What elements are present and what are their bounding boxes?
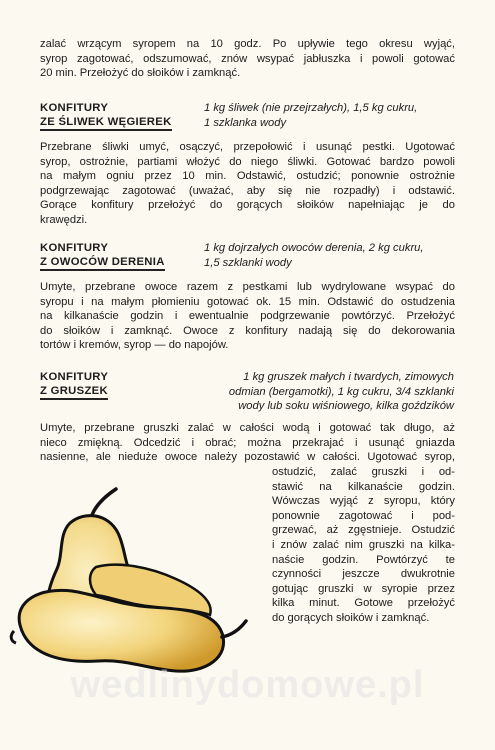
- recipe-title-line1: KONFITURY: [40, 371, 109, 383]
- body-line: syropu i na małym płomieniu gotować ok. 15 min. Odstawić do ostudzenia: [40, 295, 455, 308]
- recipe-title: [40, 370, 108, 400]
- body-line: naście godzin. Powtórzyć te: [272, 553, 455, 566]
- ingredient-line: 1 kg gruszek małych i twardych, zimowych: [243, 371, 454, 383]
- intro-line: syrop zagotować, odszumować, znów wsypać jabłuszka i powoli gotować: [40, 52, 455, 65]
- recipe-title: [40, 241, 165, 271]
- intro-line: 20 min. Przełożyć do słoików i zamknąć.: [40, 67, 241, 80]
- intro-line: zalać wrzącym syropem na 10 godz. Po upływie tego okresu wyjąć,: [40, 38, 455, 50]
- body-line: gotując gruszki w syropie przez: [272, 582, 455, 595]
- ingredient-line: 1 kg dojrzałych owoców derenia, 2 kg cukru,: [204, 242, 424, 254]
- body-line: Umyte, przebrane owoce razem z pestkami lub wydrylowane wsypać do: [40, 281, 455, 293]
- recipe-title-line1: KONFITURY: [40, 102, 109, 114]
- body-line: kilka minut. Gotowe przełożyć: [272, 597, 455, 610]
- body-line: podgrzewając zagotować (uważać, aby się nie rozpadły) i odstawić.: [40, 184, 455, 197]
- body-line: na kilkanaście godzin i ewentualnie podgrzewanie powtórzyć. Przełożyć: [40, 310, 455, 323]
- body-line: Wówczas wyjąć z syropu, który: [272, 495, 455, 508]
- intro-paragraph: [40, 37, 455, 81]
- pears-illustration-svg: [0, 475, 260, 685]
- ingredient-line: 1 szklanka wody: [204, 116, 287, 129]
- body-line: Przebrane śliwki umyć, osączyć, przepołowić i usunąć pestki. Ugotować: [40, 141, 455, 153]
- ingredient-line: wody lub soku wiśniowego, kilka goździków: [238, 400, 454, 413]
- body-line: syrop, ostrożnie, partiami włożyć do niego śliwki. Gotować bardzo powoli: [40, 155, 455, 168]
- body-line: stawić na kilkanaście godzin.: [272, 480, 455, 493]
- recipe-body-column: [272, 465, 455, 626]
- recipe-title-line2: Z GRUSZEK: [40, 384, 108, 400]
- recipe-body: [40, 421, 455, 465]
- pears-illustration: [0, 475, 260, 685]
- recipe-ingredients: [204, 241, 454, 270]
- recipe-title-line1: KONFITURY: [40, 242, 109, 254]
- watermark: wedlinydomowe.pl: [70, 664, 425, 706]
- body-line: do słoików i zamknąć. Owoce z konfitury nadają się do dekorowania: [40, 324, 455, 337]
- body-line: Umyte, przebrane gruszki zalać w całości wodą i gotować tak długo, aż: [40, 422, 455, 434]
- body-line: krawędzi.: [40, 213, 88, 226]
- ingredient-line: 1 kg śliwek (nie przejrzałych), 1,5 kg cukru,: [204, 102, 418, 114]
- recipe-ingredients: [202, 370, 454, 414]
- body-line: ponownie zagotować i pod-: [272, 509, 455, 522]
- recipe-title-line2: ZE ŚLIWEK WĘGIEREK: [40, 115, 172, 131]
- recipe-title-line2: Z OWOCÓW DERENIA: [40, 255, 165, 271]
- body-line: na małym ogniu przez 10 min. Odstawić, ostudzić; ponownie ostrożnie: [40, 170, 455, 183]
- body-line: czynności jeszcze dwukrotnie: [272, 568, 455, 581]
- body-line: nasienne, ale nieduże owoce należy pozostawić w całości. Ugotować syrop,: [40, 451, 455, 464]
- body-line: nieco zmiękną. Odcedzić i obrać; można przekrajać i usunąć gniazda: [40, 436, 455, 449]
- body-line: i znów zalać nim gruszki na kilka-: [272, 538, 455, 551]
- body-line: grzewać, aż zgęstnieje. Ostudzić: [272, 524, 455, 537]
- body-line: do gorących słoików i zamknąć.: [272, 611, 430, 624]
- body-line: Gorące konfitury przełożyć do gorących słoików napełniając je do: [40, 199, 455, 212]
- recipe-body: [40, 140, 455, 228]
- recipe-title: [40, 101, 172, 131]
- ingredient-line: odmian (bergamotki), 1 kg cukru, 3/4 szklanki: [228, 385, 454, 398]
- body-line: tortów i kremów, syrop — do napojów.: [40, 339, 229, 352]
- body-line: ostudzić, zalać gruszki i od-: [272, 466, 455, 478]
- recipe-ingredients: [204, 101, 454, 130]
- recipe-body: [40, 280, 455, 353]
- ingredient-line: 1,5 szklanki wody: [204, 256, 292, 269]
